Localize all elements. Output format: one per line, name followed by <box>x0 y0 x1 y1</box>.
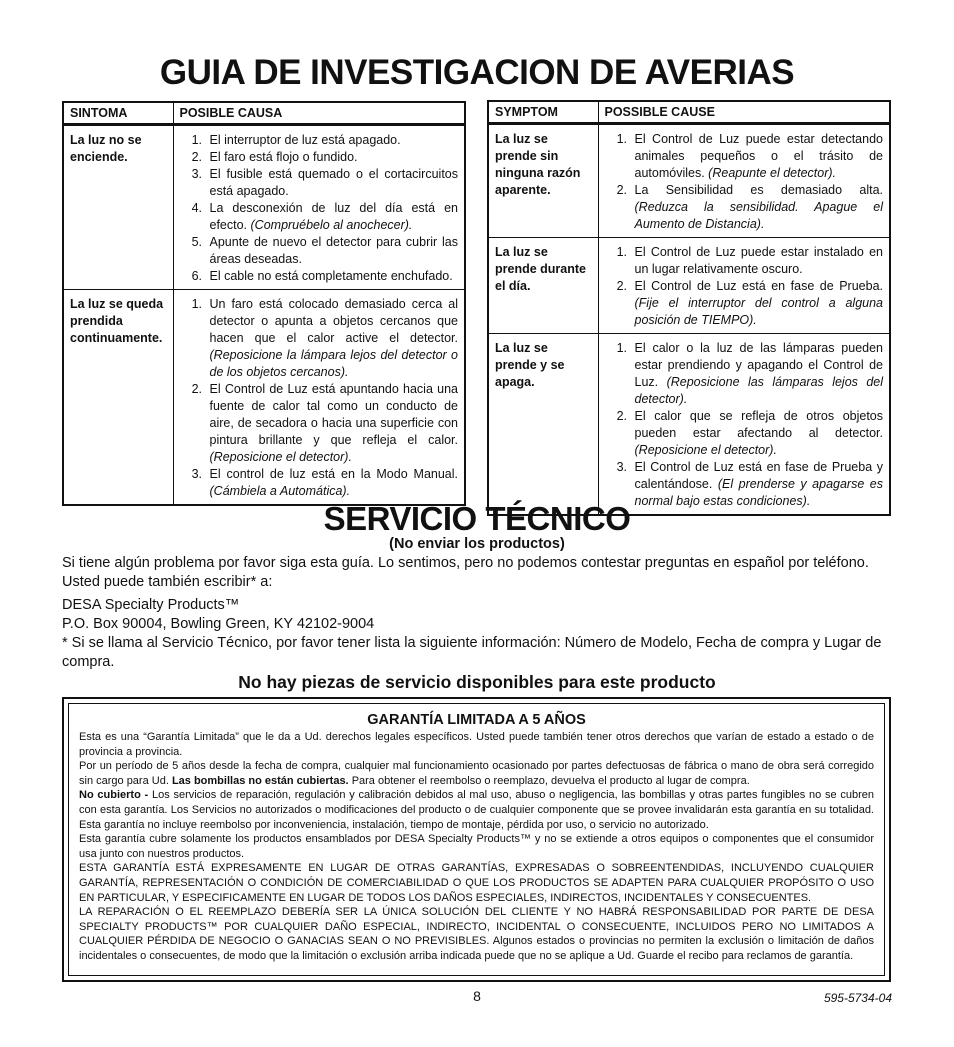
warranty-paragraph: No cubierto - Los servicios de reparación, regulación y calibración debidos al mal uso, abuso o negligencia, las bombillas y otras partes fungibles no se cubren con esta garantía. Los Servicios no autorizados o modificaciones del producto o de cualquier componente que se provee invalidarán esta garantía en su totalidad. Esta garantía no incluye reembolso por inconveniencia, instalación, tiempo de montaje, pérdida por uso, o servicio no autorizado. <box>79 789 874 831</box>
document-code: 595-5734-04 <box>823 991 892 1005</box>
cause-item: 2. El calor que se refleja de otros objetos pueden estar afectando al detector. (Reposicione el detector). <box>631 408 884 459</box>
cause-list <box>180 132 459 285</box>
cause-item: 3. El fusible está quemado o el cortacircuitos está apagado. <box>206 166 459 200</box>
cause-item: 6. El cable no está completamente enchufado. <box>206 268 459 285</box>
table-header-row <box>63 102 465 125</box>
cause-note: (Reposicione las lámparas lejos del detector). <box>634 375 884 406</box>
cause-note: (Reposicione el detector). <box>634 443 777 457</box>
table-row <box>63 290 465 506</box>
cause-item: 4. La desconexión de luz del día está en efecto. (Compruébelo al anochecer). <box>206 200 459 234</box>
warranty-box <box>62 697 891 982</box>
table-row <box>488 124 890 238</box>
causes-cell <box>173 125 465 290</box>
cause-note: (Reposicione el detector). <box>209 450 352 464</box>
cause-item: 2. El Control de Luz está apuntando hacia una fuente de calor tal como un conducto de aire, de secadora o hacia una superficie con pintura brillante y que refleja el calor. (Reposicione el detector). <box>206 381 459 466</box>
symptom-cell: La luz se prende sin ninguna razón aparente. <box>488 124 598 238</box>
cause-note: (Reduzca la sensibilidad. Apague el Aumento de Distancia). <box>634 200 883 231</box>
symptom-cell: La luz se prende y se apaga. <box>488 334 598 516</box>
cause-item: 1. El Control de Luz puede estar instalado en un lugar relativamente oscuro. <box>631 244 884 278</box>
service-company: DESA Specialty Products™ <box>62 597 240 613</box>
table-row <box>488 238 890 334</box>
page-number: 8 <box>473 988 481 1004</box>
column-header-symptom: SYMPTOM <box>488 101 598 124</box>
warranty-paragraph: Esta es una “Garantía Limitada” que le da a Ud. derechos legales específicos. Usted puede también tener otros derechos que varían de estado a estado o de provincia a provincia. <box>79 731 874 758</box>
service-footnote: * Si se llama al Servicio Técnico, por favor tener lista la siguiente información: Número de Modelo, Fecha de compra y Lugar de compra. <box>62 635 882 670</box>
service-intro: Si tiene algún problema por favor siga esta guía. Lo sentimos, pero no podemos contestar preguntas en español por teléfono. Usted puede también escribir* a: <box>62 555 869 590</box>
causes-cell <box>598 334 890 516</box>
cause-item: 3. El Control de Luz está en fase de Prueba y calentándose. (El prenderse y apagarse es normal bajo estas condiciones). <box>631 459 884 510</box>
service-address: P.O. Box 90004, Bowling Green, KY 42102-9004 <box>62 616 375 632</box>
troubleshooting-table-spanish <box>62 101 466 506</box>
service-title: SERVICIO TÉCNICO <box>323 500 631 537</box>
cause-item: 1. El Control de Luz puede estar detectando animales pequeños o el trásito de automóviles. (Reapunte el detector). <box>631 131 884 182</box>
cause-note: (Compruébelo al anochecer). <box>250 218 413 232</box>
symptom-cell: La luz se queda prendida continuamente. <box>63 290 173 506</box>
cause-item: 2. El Control de Luz está en fase de Prueba. (Fije el interruptor del control a alguna posición de TIEMPO). <box>631 278 884 329</box>
cause-list <box>605 244 884 329</box>
cause-item: 1. El calor o la luz de las lámparas pueden estar prendiendo y apagando el Control de Luz. (Reposicione las lámparas lejos del detector). <box>631 340 884 408</box>
cause-item: 1. El interruptor de luz está apagado. <box>206 132 459 149</box>
warranty-inner-frame <box>68 703 885 976</box>
cause-note: (Reposicione la lámpara lejos del detector o de los objetos cercanos). <box>209 348 458 379</box>
column-header-cause: POSSIBLE CAUSE <box>598 101 890 124</box>
cause-item: 2. El faro está flojo o fundido. <box>206 149 459 166</box>
symptom-cell: La luz no se enciende. <box>63 125 173 290</box>
warranty-paragraph: Por un período de 5 años desde la fecha de compra, cualquier mal funcionamiento ocasionado por partes defectuosas de fábrica o mano de obra será corregido sin cargo para Ud. Las bombillas no están cubiertas. Para obtener el reembolso o reemplazo, devuelva el producto al lugar de compra. <box>79 760 874 787</box>
cause-list <box>605 340 884 510</box>
column-header-cause: POSIBLE CAUSA <box>173 102 465 125</box>
symptom-cell: La luz se prende durante el día. <box>488 238 598 334</box>
cause-note: (El prenderse y apagarse es normal bajo estas condiciones). <box>634 477 884 508</box>
cause-note: (Cámbiela a Automática). <box>209 484 351 498</box>
cause-item: 2. La Sensibilidad es demasiado alta. (Reduzca la sensibilidad. Apague el Aumento de Distancia). <box>631 182 884 233</box>
warranty-paragraph: ESTA GARANTÍA ESTÁ EXPRESAMENTE EN LUGAR DE OTRAS GARANTÍAS, EXPRESADAS O SOBREENTENDIDAS, INCLUYENDO CUALQUIER GARANTÍA, REPRESENTACIÓN O CONDICIÓN DE COMERCIABILIDAD O QUE LOS PRODUCTOS SE ADAPTEN PARA CUALQUIER PROPÓSITO O USO EN PARTICULAR, Y ESPECIFICAMENTE EN LUGAR DE TODOS LOS DAÑOS ESPECIALES, INDIRECTOS, INCIDENTALES Y CONSECUENTES. <box>79 862 874 904</box>
cause-list <box>180 296 459 500</box>
table-row <box>63 125 465 290</box>
cause-note: (Reapunte el detector). <box>708 166 837 180</box>
column-header-symptom: SINTOMA <box>63 102 173 125</box>
causes-cell <box>173 290 465 506</box>
warranty-title: GARANTÍA LIMITADA A 5 AÑOS <box>367 712 586 728</box>
parts-heading: No hay piezas de servicio disponibles para este producto <box>238 672 716 692</box>
warranty-paragraph: LA REPARACIÓN O EL REEMPLAZO DEBERÍA SER LA ÚNICA SOLUCIÓN DEL CLIENTE Y NO HABRÁ RESPONSABILIDAD POR PARTE DE DESA SPECIALTY PRODUCTS™ POR CUALQUIER DAÑO ESPECIAL, INDIRECTO, INCIDENTAL O CONSECUENTE, INCLUIDOS PERO NO LIMITADOS A CUALQUIER PÉRDIDA DE NEGOCIO O GANACIAS SEAN O NO PREVISIBLES. Algunos estados o provincias no permiten la exclusión o limitación de daños incidentales o consecuentes, de modo que la limitación o exclusión arriba indicada puede que no se aplique a Ud. Guarde el recibo para reclamos de garantía. <box>79 906 874 962</box>
cause-item: 3. El control de luz está en la Modo Manual. (Cámbiela a Automática). <box>206 466 459 500</box>
table-header-row <box>488 101 890 124</box>
page-title: GUIA DE INVESTIGACION DE AVERIAS <box>159 53 795 92</box>
cause-note: (Fije el interruptor del control a alguna posición de TIEMPO). <box>634 296 883 327</box>
causes-cell <box>598 124 890 238</box>
warranty-paragraph: Esta garantía cubre solamente los productos ensamblados por DESA Specialty Products™ y no se extiende a otros equipos o componentes que el consumidor usa junto con nuestros productos. <box>79 833 874 860</box>
cause-list <box>605 131 884 233</box>
troubleshooting-table-english-headers <box>487 100 891 516</box>
service-subtitle: (No enviar los productos) <box>389 536 565 552</box>
cause-item: 1. Un faro está colocado demasiado cerca al detector o apunta a objetos cercanos que hacen que el calor active el detector. (Reposicione la lámpara lejos del detector o de los objetos cercanos). <box>206 296 459 381</box>
table-row <box>488 334 890 516</box>
cause-item: 5. Apunte de nuevo el detector para cubrir las áreas deseadas. <box>206 234 459 268</box>
causes-cell <box>598 238 890 334</box>
